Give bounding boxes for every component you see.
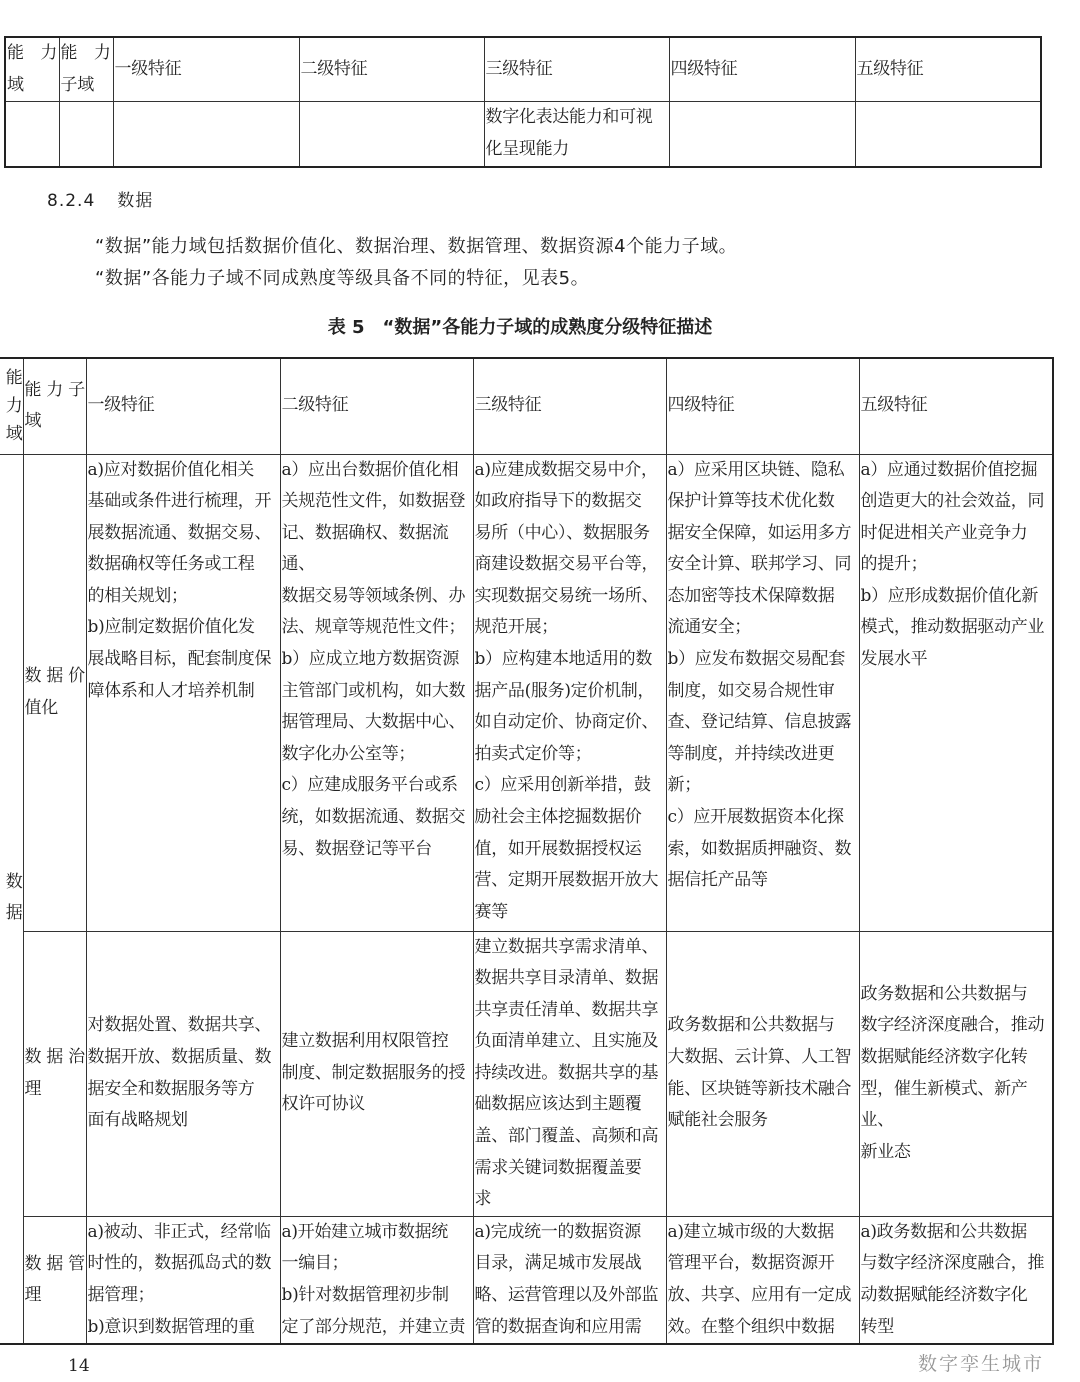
header-cell: 二级特征 bbox=[280, 358, 473, 454]
header-cell: 四级特征 bbox=[669, 37, 855, 102]
subdomain-cell: 数 据 管 理 bbox=[23, 1216, 86, 1344]
header-cell: 一级特征 bbox=[113, 37, 299, 102]
header-cell: 二级特征 bbox=[299, 37, 484, 102]
table-cell: a)政务数据和公共数据 与数字经济深度融合，推 动数据赋能经济数字化 转型 bbox=[859, 1216, 1053, 1344]
table-row bbox=[5, 102, 1041, 167]
table-caption: 表 5 “数据”各能力子域的成熟度分级特征描述 bbox=[327, 317, 713, 338]
table-cell: a)应建成数据交易中介， 如政府指导下的数据交 易所（中心）、数据服务 商建设数据交易平台等， 实现数据交易统一场所、 规范开展； b）应构建本地适用的数 据产品(服务)定价机制， 如自动定价、协商定价、 拍卖式定价等； c）应采用创新举措，鼓 励社会主体挖掘数据价 值，如开展数据授权运 营、定期开展数据开放大 赛等 bbox=[473, 454, 666, 931]
table-cell: a)开始建立城市数据统 一编目； b)针对数据管理初步制 定了部分规范，并建立责 bbox=[280, 1216, 473, 1344]
table-cell: 建立数据共享需求清单、 数据共享目录清单、数据 共享责任清单、数据共享 负面清单建立、且实施及 持续改进。数据共享的基 础数据应该达到主题覆 盖、部门覆盖、高频和高 需求关键词数据覆盖要 求 bbox=[473, 931, 666, 1216]
table-cell: a）应通过数据价值挖掘 创造更大的社会效益，同 时促进相关产业竞争力 的提升； b）应形成数据价值化新 模式，推动数据驱动产业 发展水平 bbox=[859, 454, 1053, 931]
previous-table-continuation bbox=[4, 36, 1042, 168]
header-cell: 能 力 子 域 bbox=[23, 358, 86, 454]
subdomain-cell: 数 据 价 值化 bbox=[23, 454, 86, 931]
table-cell: 政务数据和公共数据与 数字经济深度融合，推动 数据赋能经济数字化转 型，催生新模式、新产业、 新业态 bbox=[859, 931, 1053, 1216]
table-cell bbox=[113, 102, 299, 167]
header-cell: 能 力 域 bbox=[0, 358, 23, 454]
table-header-row bbox=[0, 358, 1053, 454]
section-title: 数据 bbox=[117, 191, 154, 211]
table-header-row bbox=[5, 37, 1041, 102]
section-heading bbox=[47, 186, 175, 211]
subdomain-cell: 数 据 治 理 bbox=[23, 931, 86, 1216]
table-cell bbox=[5, 102, 59, 167]
table-cell: a）应采用区块链、隐私 保护计算等技术优化数 据安全保障，如运用多方 安全计算、联邦学习、同 态加密等技术保障数据 流通安全； b）应发布数据交易配套 制度，如交易合规性审 查、登记结算、信息披露 等制度，并持续改进更 新； c）应开展数据资本化探 索，如数据质押融资、数 据信托产品等 bbox=[666, 454, 859, 931]
table-row bbox=[0, 454, 1053, 931]
watermark: 数字孪生城市 bbox=[917, 1353, 1044, 1375]
header-cell: 四级特征 bbox=[666, 358, 859, 454]
table-cell: 对数据处置、数据共享、 数据开放、数据质量、数 据安全和数据服务等方 面有战略规划 bbox=[86, 931, 280, 1216]
table-row bbox=[0, 931, 1053, 1216]
table-cell: a)建立城市级的大数据 管理平台，数据资源开 放、共享、应用有一定成 效。在整个组织中数据 bbox=[666, 1216, 859, 1344]
table-cell bbox=[855, 102, 1041, 167]
table-cell: a)被动、非正式，经常临 时性的，数据孤岛式的数 据管理； b)意识到数据管理的重 bbox=[86, 1216, 280, 1344]
table-cell: a)完成统一的数据资源 目录，满足城市发展战 略、运营管理以及外部监 管的数据查询和应用需 bbox=[473, 1216, 666, 1344]
table-row bbox=[0, 1216, 1053, 1344]
paragraph: “数据”各能力子域不同成熟度等级具备不同的特征，见表5。 bbox=[95, 268, 590, 289]
header-cell: 能 力 域 bbox=[5, 37, 59, 102]
section-number: 8.2.4 bbox=[47, 191, 96, 211]
table-cell bbox=[669, 102, 855, 167]
header-cell: 一级特征 bbox=[86, 358, 280, 454]
table-cell bbox=[299, 102, 484, 167]
table-cell: 建立数据利用权限管控 制度、制定数据服务的授 权许可协议 bbox=[280, 931, 473, 1216]
table-cell: 政务数据和公共数据与 大数据、云计算、人工智 能、区块链等新技术融合 赋能社会服务 bbox=[666, 931, 859, 1216]
page-number: 14 bbox=[68, 1356, 90, 1376]
table-cell: a)应对数据价值化相关 基础或条件进行梳理，开 展数据流通、数据交易、 数据确权等任务或工程 的相关规划； b)应制定数据价值化发 展战略目标，配套制度保 障体系和人才培养机制 bbox=[86, 454, 280, 931]
table-cell bbox=[59, 102, 113, 167]
header-cell: 五级特征 bbox=[855, 37, 1041, 102]
header-cell: 五级特征 bbox=[859, 358, 1053, 454]
header-cell: 三级特征 bbox=[484, 37, 669, 102]
maturity-table bbox=[0, 357, 1054, 1345]
header-cell: 能 力 子域 bbox=[59, 37, 113, 102]
table-cell: 数字化表达能力和可视 化呈现能力 bbox=[484, 102, 669, 167]
paragraph: “数据”能力域包括数据价值化、数据治理、数据管理、数据资源4个能力子域。 bbox=[95, 236, 738, 257]
header-cell: 三级特征 bbox=[473, 358, 666, 454]
domain-cell: 数 据 bbox=[0, 454, 23, 1344]
table-cell: a）应出台数据价值化相 关规范性文件，如数据登 记、数据确权、数据流通、 数据交易等领域条例、办 法、规章等规范性文件； b）应成立地方数据资源 主管部门或机构，如大数 据管理局、大数据中心、 数字化办公室等； c）应建成服务平台或系 统，如数据流通、数据交 易、数据登记等平台 bbox=[280, 454, 473, 931]
